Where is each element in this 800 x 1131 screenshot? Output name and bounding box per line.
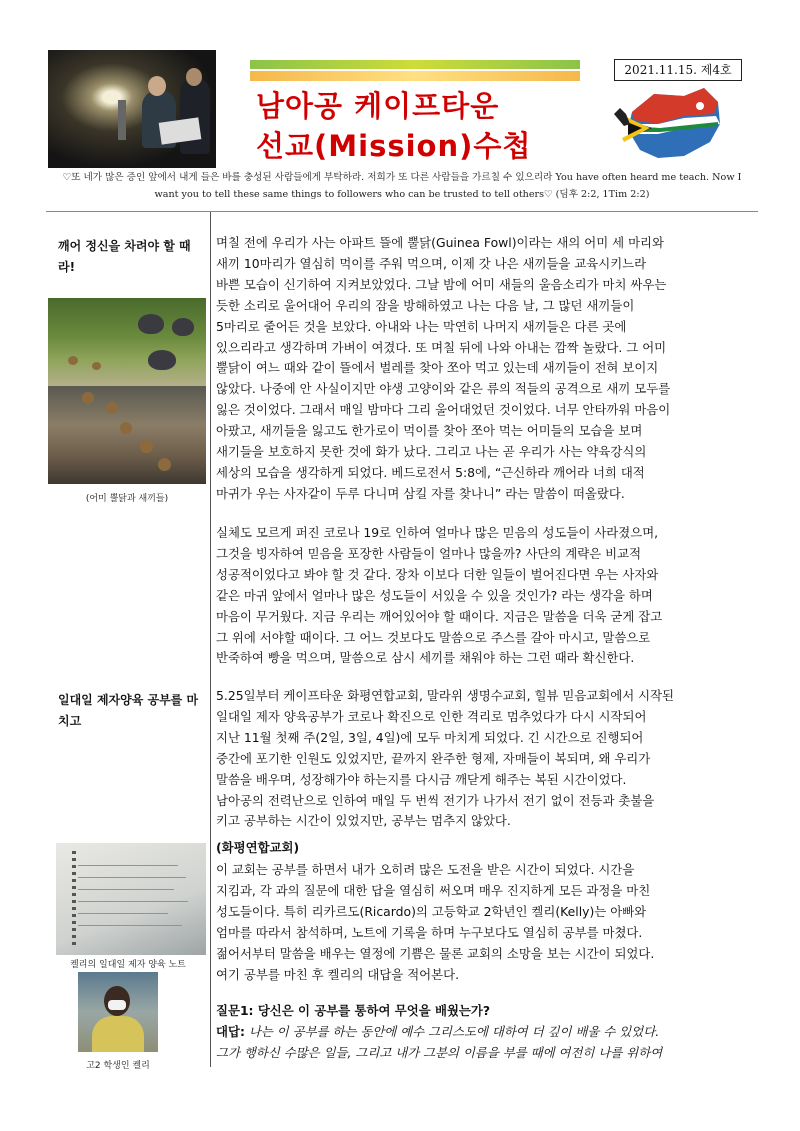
answer-label: 대답: [216, 1024, 245, 1039]
text-line: 5.25일부터 케이프타운 화평연합교회, 말라위 생명수교회, 힐뷰 믿음교회에서 시작된 [216, 688, 675, 703]
text-line: 엄마를 따라서 참석하며, 노트에 기록을 하며 누구보다도 열심히 공부를 마쳤다. [216, 924, 643, 940]
caption-kelly: 고2 학생인 켈리 [86, 1061, 150, 1071]
guinea-fowl-photo-top [48, 298, 206, 386]
text-line: 지난 11월 첫째 주(2일, 3일, 4일)에 모두 마치게 되었다. 긴 시간으로 진행되어 [216, 729, 644, 745]
title-stripe-green [250, 60, 580, 69]
text-line: 새끼 10마리가 열심히 먹이를 주워 먹으며, 이제 갓 나은 새끼들을 교육시키느라 [216, 255, 647, 271]
text-line: 아팠고, 새끼들을 잃고도 한가로이 먹이를 찾아 쪼아 먹는 어미들의 모습을 보며 [216, 423, 643, 439]
church-subheading: (화평연합교회) [216, 840, 300, 855]
caption-guinea-fowl: (어미 뿔닭과 새끼들) [85, 494, 169, 504]
text-line: 마귀가 우는 사자같이 두루 다니며 삼킬 자를 찾나니” 라는 말씀이 떠올랐다. [216, 485, 625, 501]
answer-1 [216, 1022, 756, 1064]
title-stripe-yellow [250, 71, 580, 81]
text-line: 성도들이다. 특히 리카르도(Ricardo)의 고등학교 2학년인 켈리(Kelly)는 아빠와 [216, 903, 647, 919]
answer-text: 나는 이 공부를 하는 동안에 예수 그리스도에 대하여 더 깊이 배울 수 있었다. [244, 1024, 660, 1039]
text-line: 세상의 모습을 생각하게 되었다. 베드로전서 5:8에, “근신하라 깨어라 너희 대적 [216, 464, 645, 480]
text-line: 그 위에 서야할 때이다. 그 어느 것보다도 말씀으로 주스를 갈아 마시고, 말씀으로 [216, 629, 651, 645]
text-line: 바쁜 모습이 신기하여 지켜보았었다. 그날 밤에 어미 새들의 울음소리가 마치 싸우는 [216, 276, 667, 292]
text-line: 젊어서부터 말씀을 배우는 열정에 기쁨은 물론 교회의 소망을 보는 시간이 되었다. [216, 945, 655, 961]
text-line: 실체도 모르게 퍼진 코로나 19로 인하여 얼마나 많은 믿음의 성도들이 사라졌으며, [216, 525, 659, 540]
header-verse: ♡또 네가 많은 증인 앞에서 내게 들은 바를 충성된 사람들에게 부탁하라. 저희가 또 다른 사람들을 가르칠 수 있으리라 You have often heard me teach. Now I want you to tell these same things to followers who can be trusted to tell others♡ (딤후 2:2, 1Tim 2:2) [62, 172, 742, 200]
kelly-photo [78, 972, 158, 1052]
article-paragraph-2 [216, 523, 756, 669]
text-line: 키고 공부하는 시간이 있었지만, 공부는 멈추지 않았다. [216, 813, 511, 829]
text-line: 같은 마귀 앞에서 얼마나 많은 성도들이 서있을 수 있을 것인가? 라는 생각을 하며 [216, 587, 653, 603]
article-paragraph-1 [216, 233, 756, 505]
text-line [216, 1022, 756, 1043]
text-line: 마음이 무거웠다. 지금 우리는 깨어있어야 할 때이다. 지금은 말씀을 더욱 굳게 잡고 [216, 608, 663, 624]
text-line: 듯한 소리로 울어대어 우리의 잠을 방해하였고 나는 다음 날, 그 많던 새끼들이 [216, 297, 635, 313]
text-line: 그가 행하신 수많은 일들, 그리고 내가 그분의 이름을 부를 때에 여전히 나를 위하여 [216, 1044, 663, 1060]
article-paragraph-4 [216, 860, 756, 985]
header-photo-night-study [48, 50, 216, 168]
text-line: 중간에 포기한 인원도 있었지만, 끝까지 완주한 형제, 자매들이 복되며, 왜 우리가 [216, 750, 651, 766]
text-line: 며칠 전에 우리가 사는 아파트 뜰에 뿔닭(Guinea Fowl)이라는 새의 어미 세 마리와 [216, 235, 664, 250]
title-line-1: 남아공 케이프타운 [256, 89, 500, 123]
text-line: 말씀을 배우며, 성장해가야 하는지를 다시금 깨닫게 해주는 복된 시간이었다. [216, 771, 627, 787]
sidebar-heading-discipleship: 일대일 제자양육 공부를 마치고 [58, 693, 199, 728]
text-line: 성공적이었다고 봐야 할 것 같다. 장차 이보다 더한 일들이 벌어진다면 우는 사자와 [216, 566, 659, 582]
text-line: 있으리라고 생각하며 가벼이 여겼다. 또 며칠 뒤에 나와 아내는 깜짝 놀랐다. 그 어미 [216, 339, 667, 355]
text-line: 않았다. 나중에 안 사실이지만 야생 고양이와 같은 류의 적들의 공격으로 새끼 모두를 [216, 381, 671, 397]
column-divider [210, 212, 211, 1067]
caption-notebook: 켈리의 일대일 제자 양육 노트 [70, 960, 186, 970]
issue-date-box: 2021.11.15. 제4호 [614, 59, 742, 81]
article-paragraph-3 [216, 686, 756, 832]
text-line: 남아공의 전력난으로 인하여 매일 두 번씩 전기가 나가서 전기 없이 전등과 촛불을 [216, 792, 655, 808]
text-line: 5마리로 줄어든 것을 보았다. 아내와 나는 막연히 나머지 새끼들은 다른 곳에 [216, 318, 627, 334]
header-divider [46, 211, 758, 212]
text-line: 새기들을 보호하지 못한 것에 화가 났다. 그리고 나는 곧 우리가 사는 약육강식의 [216, 444, 647, 460]
text-line: 지킴과, 각 과의 질문에 대한 답을 열심히 써오며 매우 진지하게 모든 과정을 마친 [216, 882, 651, 898]
text-line: 일대일 제자 양육공부가 코로나 확진으로 인한 격리로 멈추었다가 다시 시작되어 [216, 708, 647, 724]
text-line: 그것을 빙자하여 믿음을 포장한 사람들이 얼마나 많을까? 사단의 계략은 비교적 [216, 545, 642, 561]
text-line: 잃은 것이었다. 그래서 매일 밤마다 그리 울어대었던 것이었다. 너무 안타까워 마음이 [216, 402, 671, 418]
kelly-notebook-photo [56, 843, 206, 955]
question-1: 질문1: 당신은 이 공부를 통하여 무엇을 배웠는가? [216, 1003, 491, 1018]
text-line: 반죽하여 빵을 먹으며, 말씀으로 삼시 세끼를 채워야 하는 그런 때라 확신한다. [216, 650, 635, 666]
title-line-2: 선교(Mission)수첩 [256, 129, 532, 163]
south-africa-flag-map-icon [614, 84, 726, 164]
text-line: 이 교회는 공부를 하면서 내가 오히려 많은 도전을 받은 시간이 되었다. 시간을 [216, 862, 635, 877]
text-line: 뿔닭이 여느 때와 같이 뜰에서 벌레를 찾아 쪼아 먹고 있는데 새끼들이 전혀 보이지 [216, 360, 659, 376]
text-line: 여기 공부를 마친 후 켈리의 대답을 적어본다. [216, 966, 460, 982]
guinea-fowl-photo-bottom [48, 386, 206, 484]
sidebar-heading-wake-up: 깨어 정신을 차려야 할 때라! [58, 239, 191, 274]
